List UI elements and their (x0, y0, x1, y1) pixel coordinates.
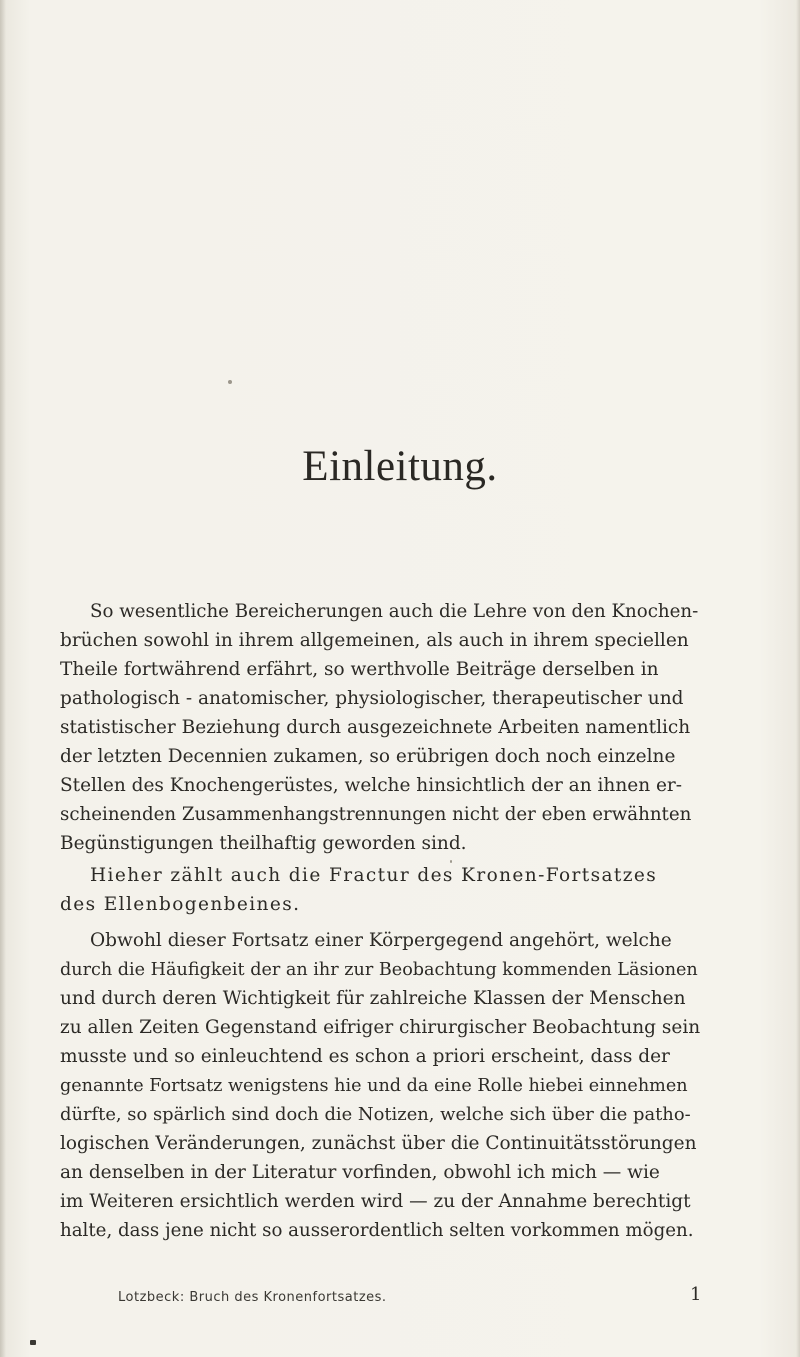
scan-speck (30, 1340, 36, 1345)
paragraph-3-line-10: im Weiteren ersichtlich werden wird — zu der Annahme berechtigt (60, 1191, 691, 1212)
paragraph-1-line-6: der letzten Decennien zukamen, so erübrigen doch noch einzelne (60, 746, 676, 767)
paragraph-1-line-5: statistischer Beziehung durch ausgezeichnete Arbeiten namentlich (60, 717, 691, 738)
running-footer: Lotzbeck: Bruch des Kronenfortsatzes. (118, 1290, 387, 1305)
paragraph-3-line-1: Obwohl dieser Fortsatz einer Körpergegend angehört, welche (90, 930, 672, 951)
paragraph-3-line-6: genannte Fortsatz wenigstens hie und da eine Rolle hiebei einnehmen (60, 1076, 688, 1096)
paragraph-1-line-7: Stellen des Knochengerüstes, welche hinsichtlich der an ihnen er- (60, 775, 683, 796)
paragraph-3-line-11: halte, dass jene nicht so ausserordentlich selten vorkommen mögen. (60, 1220, 694, 1241)
paragraph-3-line-3: und durch deren Wichtigkeit für zahlreiche Klassen der Menschen (60, 988, 686, 1009)
paragraph-1-line-9: Begünstigungen theilhaftig geworden sind. (60, 833, 467, 854)
paragraph-2-line-1: Hieher zählt auch die Fractur des Kronen-Fortsatzes (90, 865, 658, 886)
paragraph-3-line-2: durch die Häufigkeit der an ihr zur Beobachtung kommenden Läsionen (60, 960, 698, 980)
paragraph-2-line-2: des Ellenbogenbeines. (60, 894, 301, 915)
page-title: Einleitung. (302, 443, 498, 490)
scan-speck (450, 860, 452, 863)
paragraph-3-line-5: musste und so einleuchtend es schon a priori erscheint, dass der (60, 1046, 670, 1067)
page-gutter-shadow (0, 0, 6, 1357)
paragraph-1-line-1: So wesentliche Bereicherungen auch die Lehre von den Knochen- (90, 601, 699, 622)
scan-speck (228, 380, 232, 384)
paragraph-3-line-9: an denselben in der Literatur vorfinden, obwohl ich mich — wie (60, 1162, 660, 1183)
paragraph-3-line-7: dürfte, so spärlich sind doch die Notizen, welche sich über die patho- (60, 1104, 691, 1125)
page-edge-shadow (796, 0, 800, 1357)
paragraph-1-line-2: brüchen sowohl in ihrem allgemeinen, als auch in ihrem speciellen (60, 630, 689, 651)
paragraph-1-line-8: scheinenden Zusammenhangstrennungen nicht der eben erwähnten (60, 804, 692, 825)
paragraph-3-line-8: logischen Veränderungen, zunächst über die Continuitätsstörungen (60, 1133, 697, 1154)
paragraph-1-line-4: pathologisch - anatomischer, physiologischer, therapeutischer und (60, 688, 684, 709)
page-number: 1 (690, 1284, 702, 1305)
paragraph-3-line-4: zu allen Zeiten Gegenstand eifriger chirurgischer Beobachtung sein (60, 1017, 701, 1038)
paragraph-1-line-3: Theile fortwährend erfährt, so werthvolle Beiträge derselben in (60, 659, 659, 680)
